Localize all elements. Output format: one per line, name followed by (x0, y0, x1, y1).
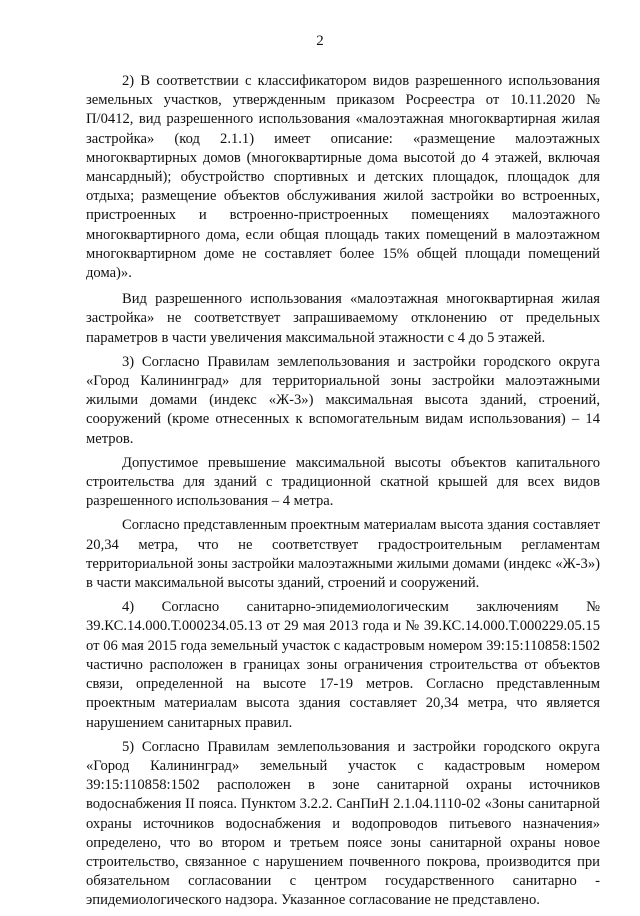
paragraph-item-2: 2) В соответствии с классификатором видов разрешенного использования земельных участков, утвержденным приказом Росреестра от 10.11.2020 № П/0412, вид разрешенного использования «малоэтажная многоквартирная жилая застройка» (код 2.1.1) имеет описание: «размещение малоэтажных многоквартирных домов (многоквартирные дома высотой до 4 этажей, включая мансардный); обустройство спортивных и детских площадок, площадок для отдыха; размещение объектов обслуживания жилой застройки во встроенных, пристроенных и встроенно-пристроенных помещениях малоэтажного многоквартирного дома, если общая площадь таких помещений в малоэтажном многоквартирном доме не составляет более 15% общей площади помещений дома)». (86, 73, 600, 282)
document-body (86, 72, 600, 916)
paragraph-item-3: 3) Согласно Правилам землепользования и застройки городского округа «Город Калининград» для территориальной зоны застройки малоэтажными жилыми домами (индекс «Ж-3») максимальная высота зданий, строений, сооружений (кроме отнесенных к вспомогательным видам использования) – 14 метров. (86, 353, 600, 447)
paragraph-land-use-mismatch: Вид разрешенного использования «малоэтажная многоквартирная жилая застройка» не соответствует запрашиваемому отклонению от предельных параметров в части увеличения максимальной этажности с 4 до 5 этажей. (86, 291, 600, 346)
paragraph-item-4: 4) Согласно санитарно-эпидемиологическим заключениям № 39.КС.14.000.Т.000234.05.13 от 29 мая 2013 года и № 39.КС.14.000.Т.000229.05.15 от 06 мая 2015 года земельный участок с кадастровым номером 39:15:110858:1502 частично расположен в границах зоны ограничения строительства от объектов связи, определенной на высоте 17-19 метров. Согласно представленным проектным материалам высота здания составляет 20,34 метра, что является нарушением санитарных правил. (86, 599, 600, 731)
paragraph-building-height: Согласно представленным проектным материалам высота здания составляет 20,34 метра, что не соответствует градостроительным регламентам территориальной зоны застройки малоэтажными жилыми домами (индекс «Ж-3») в части максимальной высоты зданий, строений и сооружений. (86, 517, 600, 592)
page-number: 2 (316, 33, 324, 49)
paragraph-item-5: 5) Согласно Правилам землепользования и застройки городского округа «Город Калининград» земельный участок с кадастровым номером 39:15:110858:1502 расположен в зоне санитарной охраны источников водоснабжения II пояса. Пунктом 3.2.2. СанПиН 2.1.04.1110-02 «Зоны санитарной охраны источников водоснабжения и водопроводов питьевого назначения» определено, что во втором и третьем поясе зоны санитарной охраны новое строительство, связанное с нарушением почвенного покрова, производится при обязательном согласовании с центром государственного санитарно - эпидемиологического надзора. Указанное согласование не представлено. (86, 738, 600, 909)
paragraph-allowed-height-excess: Допустимое превышение максимальной высоты объектов капитального строительства для зданий с традиционной скатной крышей для всех видов разрешенного использования – 4 метра. (86, 454, 600, 510)
